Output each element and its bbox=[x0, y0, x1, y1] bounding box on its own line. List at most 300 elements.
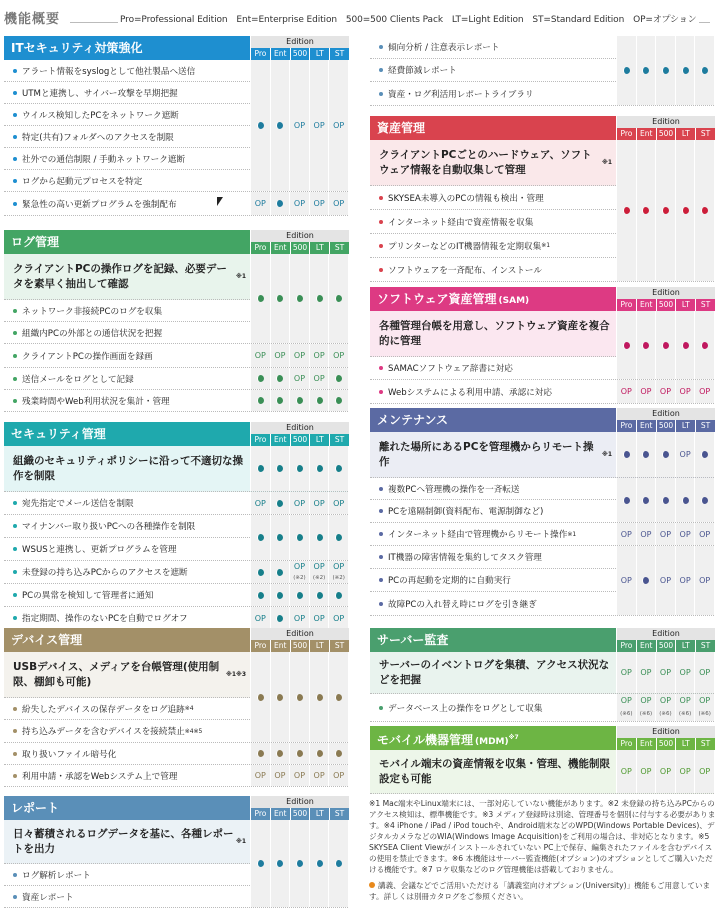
item-sup: ※4 bbox=[184, 705, 194, 712]
availability-dot-icon bbox=[335, 592, 342, 599]
edition-col-lt: LT bbox=[675, 640, 695, 652]
lead-text bbox=[4, 652, 250, 697]
availability-op: OP bbox=[293, 771, 306, 780]
availability-st bbox=[694, 523, 714, 545]
availability-op: OP bbox=[333, 351, 345, 360]
bullet-icon bbox=[13, 399, 17, 403]
availability-500 bbox=[655, 432, 675, 477]
availability-op: OP bbox=[620, 696, 632, 706]
edition-header bbox=[250, 36, 348, 60]
edition-col-pro: Pro bbox=[617, 299, 636, 311]
availability-op: OP bbox=[659, 387, 672, 396]
availability-500 bbox=[655, 140, 675, 281]
availability-op: OP bbox=[620, 576, 632, 585]
availability-ent bbox=[270, 344, 290, 367]
availability-op: OP bbox=[254, 771, 266, 780]
availability-op: OP bbox=[640, 668, 652, 677]
section-sam bbox=[370, 287, 714, 404]
bullet-icon bbox=[13, 752, 17, 756]
section-title-tag: (MDM) bbox=[475, 737, 509, 747]
section-title-text: モバイル機器管理 bbox=[377, 733, 474, 747]
availability-op: OP bbox=[699, 668, 711, 677]
availability-pro bbox=[250, 254, 270, 343]
availability-dot-icon bbox=[682, 67, 689, 74]
section-rep bbox=[4, 796, 348, 908]
list-item-text bbox=[4, 561, 250, 583]
availability-dot-icon bbox=[335, 375, 342, 382]
list-item-label: 緊急性の高い更新プログラムを強制配布 bbox=[22, 199, 177, 210]
edition-col-500: 500 bbox=[656, 640, 676, 652]
bullet-icon bbox=[13, 179, 17, 183]
list-item-text bbox=[370, 36, 616, 58]
list-item-text bbox=[370, 523, 616, 545]
availability-dot-icon bbox=[701, 207, 708, 214]
list-item-text bbox=[4, 148, 250, 169]
availability-dot-icon bbox=[642, 451, 649, 458]
availability-dot-icon bbox=[662, 67, 669, 74]
availability-cells bbox=[250, 561, 348, 583]
availability-dot-icon bbox=[257, 694, 264, 701]
bullet-icon bbox=[379, 268, 383, 272]
availability-lt bbox=[309, 368, 329, 389]
availability-dot-icon bbox=[276, 860, 283, 867]
section-title-mnt bbox=[370, 408, 616, 432]
availability-dot-icon bbox=[276, 615, 283, 622]
availability-op: OP bbox=[293, 121, 306, 130]
lead-text bbox=[370, 750, 616, 793]
availability-dot-icon bbox=[682, 342, 689, 349]
availability-dot-icon bbox=[296, 465, 303, 472]
edition-col-lt: LT bbox=[309, 434, 329, 446]
availability-500 bbox=[289, 446, 309, 491]
university-note-text: 講義、会議などでご活用いただける「講義室向けオプション(University)」機能もご用意しています。詳しくは別冊カタログをご参照ください。 bbox=[369, 881, 711, 901]
availability-dot-icon bbox=[335, 465, 342, 472]
edition-col-ent: Ent bbox=[636, 738, 656, 750]
section-srv bbox=[370, 628, 714, 722]
bullet-icon bbox=[379, 220, 383, 224]
availability-pro bbox=[616, 694, 636, 721]
availability-op: OP bbox=[679, 576, 691, 585]
edition-header bbox=[250, 230, 348, 254]
availability-op: OP bbox=[313, 199, 325, 208]
edition-col-ent: Ent bbox=[636, 128, 656, 140]
availability-dot-icon bbox=[276, 122, 283, 129]
availability-op: OP bbox=[620, 387, 632, 396]
availability-op: OP bbox=[333, 199, 345, 208]
availability-500 bbox=[289, 60, 309, 191]
edition-header bbox=[616, 116, 714, 140]
availability-op: OP bbox=[313, 562, 325, 571]
section-title-sup: ※7 bbox=[508, 734, 519, 741]
availability-500 bbox=[289, 390, 309, 411]
availability-st bbox=[328, 344, 348, 367]
edition-col-pro: Pro bbox=[251, 808, 270, 820]
availability-dot-icon bbox=[662, 451, 669, 458]
availability-st bbox=[328, 192, 348, 215]
edition-col-st: ST bbox=[329, 640, 349, 652]
availability-dot-icon bbox=[276, 592, 283, 599]
availability-500 bbox=[289, 584, 309, 606]
lead-text bbox=[370, 140, 616, 185]
item-sup: ※1 bbox=[541, 242, 551, 249]
availability-st bbox=[328, 652, 348, 742]
availability-cells bbox=[250, 820, 348, 907]
list-item-label: PCを遠隔制御(資料配布、電源制御など) bbox=[388, 507, 544, 517]
availability-op: OP bbox=[333, 613, 345, 623]
availability-cells bbox=[616, 432, 714, 477]
list-item-label: ソフトウェアを一斉配布、インストール bbox=[388, 265, 542, 276]
bullet-icon bbox=[13, 524, 17, 528]
availability-500 bbox=[655, 478, 675, 522]
list-item-text bbox=[370, 59, 616, 81]
section-title-dev bbox=[4, 628, 250, 652]
edition-col-lt: LT bbox=[309, 242, 329, 254]
section-title-text: ソフトウェア資産管理 bbox=[377, 292, 497, 306]
bullet-icon bbox=[379, 706, 383, 710]
list-item-text bbox=[4, 538, 250, 560]
edition-columns bbox=[617, 128, 715, 140]
availability-pro bbox=[250, 765, 270, 786]
availability-op: OP bbox=[679, 767, 691, 776]
edition-col-500: 500 bbox=[290, 808, 310, 820]
availability-dot-icon bbox=[257, 397, 264, 404]
availability-500 bbox=[289, 743, 309, 764]
availability-note: (※6) bbox=[620, 711, 633, 718]
availability-pro bbox=[616, 546, 636, 615]
availability-pro bbox=[250, 820, 270, 907]
availability-op: OP bbox=[679, 387, 691, 396]
list-item-text bbox=[4, 192, 250, 215]
availability-op: OP bbox=[679, 668, 691, 677]
availability-dot-icon bbox=[316, 860, 323, 867]
list-item-label: IT機器の障害情報を集約してタスク管理 bbox=[388, 553, 542, 563]
edition-col-pro: Pro bbox=[617, 420, 636, 432]
bullet-icon bbox=[13, 202, 17, 206]
availability-lt bbox=[309, 60, 329, 191]
availability-pro bbox=[250, 492, 270, 514]
availability-500 bbox=[655, 652, 675, 693]
availability-cells bbox=[616, 546, 714, 615]
edition-col-lt: LT bbox=[309, 48, 329, 60]
availability-lt bbox=[309, 446, 329, 491]
list-item-label: インターネット経由で管理機からリモート操作 bbox=[388, 530, 568, 540]
bullet-icon bbox=[13, 309, 17, 313]
list-item-label: 傾向分析 / 注意表示レポート bbox=[388, 43, 500, 53]
availability-500 bbox=[289, 344, 309, 367]
availability-op: OP bbox=[313, 613, 325, 623]
edition-col-500: 500 bbox=[290, 48, 310, 60]
availability-dot-icon bbox=[335, 750, 342, 757]
availability-op: OP bbox=[293, 498, 306, 508]
availability-dot-icon bbox=[257, 295, 264, 302]
availability-st bbox=[694, 546, 714, 615]
edition-col-lt: LT bbox=[675, 420, 695, 432]
availability-dot-icon bbox=[276, 534, 283, 541]
list-item-label: データベース上の操作をログとして収集 bbox=[388, 703, 543, 714]
edition-col-lt: LT bbox=[675, 299, 695, 311]
bullet-icon bbox=[379, 366, 383, 370]
availability-dot-icon bbox=[335, 860, 342, 867]
list-item-text bbox=[370, 500, 616, 522]
availability-pro bbox=[616, 140, 636, 281]
availability-op: OP bbox=[254, 199, 266, 208]
edition-header bbox=[250, 796, 348, 820]
availability-500 bbox=[289, 515, 309, 560]
list-item-label: 資産・ログ利活用レポートライブラリ bbox=[388, 89, 534, 100]
availability-500 bbox=[655, 750, 675, 793]
section-rep2 bbox=[370, 36, 714, 106]
availability-dot-icon bbox=[296, 534, 303, 541]
availability-op: OP bbox=[293, 613, 306, 623]
availability-500 bbox=[289, 368, 309, 389]
bullet-icon bbox=[379, 92, 383, 96]
availability-ent bbox=[270, 561, 290, 583]
availability-ent bbox=[636, 311, 656, 379]
availability-op: OP bbox=[640, 767, 652, 776]
availability-pro bbox=[250, 607, 270, 629]
availability-ent bbox=[270, 254, 290, 343]
list-item-text bbox=[370, 380, 616, 403]
bullet-icon bbox=[13, 69, 17, 73]
availability-pro bbox=[616, 432, 636, 477]
bullet-icon bbox=[13, 895, 17, 899]
bullet-icon bbox=[13, 354, 17, 358]
availability-op: OP bbox=[313, 374, 325, 383]
availability-dot-icon bbox=[276, 500, 283, 507]
edition-col-pro: Pro bbox=[617, 738, 636, 750]
lead-text-content: 組織のセキュリティポリシーに沿って不適切な操作を制限 bbox=[13, 454, 243, 482]
availability-dot-icon bbox=[316, 465, 323, 472]
list-item-label: SAMACソフトウェア辞書に対応 bbox=[388, 364, 513, 374]
availability-cells bbox=[250, 492, 348, 514]
availability-dot-icon bbox=[642, 577, 649, 584]
availability-dot-icon bbox=[276, 569, 283, 576]
availability-pro bbox=[250, 390, 270, 411]
availability-lt bbox=[675, 652, 695, 693]
edition-col-st: ST bbox=[695, 128, 715, 140]
availability-dot-icon bbox=[257, 750, 264, 757]
list-item-text bbox=[370, 357, 616, 379]
availability-op: OP bbox=[659, 696, 672, 706]
availability-op: OP bbox=[333, 121, 345, 130]
edition-col-st: ST bbox=[329, 808, 349, 820]
availability-dot-icon bbox=[296, 592, 303, 599]
edition-header bbox=[616, 726, 714, 750]
availability-op: OP bbox=[659, 529, 672, 539]
availability-lt bbox=[309, 743, 329, 764]
availability-pro bbox=[250, 584, 270, 606]
lead-text-content: モバイル端末の資産情報を収集・管理、機能制限設定も可能 bbox=[379, 757, 610, 785]
availability-ent bbox=[636, 432, 656, 477]
edition-col-st: ST bbox=[695, 299, 715, 311]
availability-lt bbox=[309, 492, 329, 514]
edition-columns bbox=[617, 738, 715, 750]
availability-dot-icon bbox=[316, 397, 323, 404]
edition-columns bbox=[617, 640, 715, 652]
list-item-text bbox=[4, 765, 250, 786]
bullet-icon bbox=[13, 113, 17, 117]
list-item-text bbox=[370, 546, 616, 568]
availability-op: OP bbox=[699, 576, 711, 585]
availability-op: OP bbox=[640, 696, 652, 706]
availability-dot-icon bbox=[642, 67, 649, 74]
lead-text-content: サーバーのイベントログを集積、アクセス状況などを把握 bbox=[379, 658, 610, 686]
edition-col-st: ST bbox=[329, 48, 349, 60]
bullet-icon bbox=[13, 570, 17, 574]
availability-cells bbox=[250, 368, 348, 389]
list-item-label: インターネット経由で資産情報を収集 bbox=[388, 217, 534, 228]
section-sec bbox=[4, 422, 348, 630]
availability-pro bbox=[250, 652, 270, 742]
availability-dot-icon bbox=[257, 122, 264, 129]
section-title-sec bbox=[4, 422, 250, 446]
availability-ent bbox=[270, 368, 290, 389]
edition-col-pro: Pro bbox=[251, 242, 270, 254]
availability-note: (※2) bbox=[312, 574, 326, 581]
availability-cells bbox=[250, 652, 348, 742]
list-item-label: SKYSEA未導入のPCの情報も検出・管理 bbox=[388, 193, 544, 204]
section-title-mdm bbox=[370, 726, 616, 750]
list-item-text bbox=[4, 390, 250, 411]
list-item-label: 故障PCの入れ替え時にログを引き継ぎ bbox=[388, 599, 537, 610]
availability-dot-icon bbox=[276, 200, 283, 207]
availability-dot-icon bbox=[296, 295, 303, 302]
list-item-text bbox=[4, 607, 250, 629]
list-item-label: ウイルス検知したPCをネットワーク遮断 bbox=[22, 110, 179, 121]
availability-note: (※6) bbox=[639, 711, 653, 718]
availability-pro bbox=[250, 60, 270, 191]
edition-col-st: ST bbox=[329, 434, 349, 446]
availability-st bbox=[328, 390, 348, 411]
availability-dot-icon bbox=[335, 534, 342, 541]
list-item-text bbox=[370, 478, 616, 499]
section-title-text: 資産管理 bbox=[377, 121, 426, 135]
availability-op: OP bbox=[254, 613, 266, 623]
list-item-label: 取り扱いファイル暗号化 bbox=[22, 749, 117, 760]
list-item-label: 紛失したデバイスの保存データをログ追跡 bbox=[22, 704, 185, 715]
edition-col-ent: Ent bbox=[636, 420, 656, 432]
availability-cells bbox=[616, 380, 714, 403]
edition-label: Edition bbox=[251, 796, 349, 808]
edition-columns bbox=[251, 434, 349, 446]
bullet-icon bbox=[379, 45, 383, 49]
lead-sup: ※1 bbox=[601, 159, 612, 166]
availability-500 bbox=[289, 765, 309, 786]
availability-ent bbox=[270, 607, 290, 629]
availability-cells bbox=[616, 478, 714, 522]
availability-500 bbox=[655, 523, 675, 545]
availability-op: OP bbox=[679, 450, 691, 459]
section-log bbox=[4, 230, 348, 412]
edition-col-500: 500 bbox=[656, 738, 676, 750]
bullet-icon bbox=[13, 135, 17, 139]
edition-col-ent: Ent bbox=[636, 299, 656, 311]
bullet-icon bbox=[13, 501, 17, 505]
availability-lt bbox=[309, 820, 329, 907]
section-title-log bbox=[4, 230, 250, 254]
availability-dot-icon bbox=[276, 397, 283, 404]
availability-dot-icon bbox=[701, 451, 708, 458]
item-sup: ※4※5 bbox=[184, 727, 203, 735]
edition-label: Edition bbox=[617, 408, 715, 420]
lead-sup: ※1※3 bbox=[225, 671, 246, 678]
section-asset bbox=[370, 116, 714, 282]
lead-text-content: クライアントPCごとのハードウェア、ソフトウェア情報を自動収集して管理 bbox=[379, 148, 592, 176]
list-item-text bbox=[4, 126, 250, 147]
edition-col-ent: Ent bbox=[270, 242, 290, 254]
availability-500 bbox=[289, 820, 309, 907]
availability-st bbox=[328, 492, 348, 514]
list-item-text bbox=[4, 170, 250, 191]
availability-ent bbox=[636, 546, 656, 615]
edition-col-pro: Pro bbox=[251, 434, 270, 446]
availability-cells bbox=[250, 743, 348, 764]
edition-col-ent: Ent bbox=[270, 48, 290, 60]
availability-ent bbox=[636, 523, 656, 545]
lead-text-content: 各種管理台帳を用意し、ソフトウェア資産を複合的に管理 bbox=[379, 319, 610, 347]
availability-dot-icon bbox=[316, 534, 323, 541]
availability-cells bbox=[250, 765, 348, 786]
availability-cells bbox=[250, 584, 348, 606]
bullet-icon bbox=[379, 509, 383, 513]
availability-op: OP bbox=[313, 121, 325, 130]
list-item-label: ログ解析レポート bbox=[22, 870, 91, 881]
lead-text bbox=[4, 446, 250, 491]
availability-ent bbox=[270, 584, 290, 606]
section-title-text: メンテナンス bbox=[377, 413, 449, 427]
edition-columns bbox=[251, 48, 349, 60]
availability-ent bbox=[270, 652, 290, 742]
availability-pro bbox=[250, 515, 270, 560]
availability-op: OP bbox=[313, 351, 325, 360]
edition-col-ent: Ent bbox=[270, 434, 290, 446]
availability-st bbox=[328, 561, 348, 583]
availability-st bbox=[328, 254, 348, 343]
availability-dot-icon bbox=[662, 342, 669, 349]
availability-op: OP bbox=[640, 387, 652, 396]
availability-cells bbox=[250, 60, 348, 191]
edition-label: Edition bbox=[251, 422, 349, 434]
availability-cells bbox=[250, 344, 348, 367]
edition-columns bbox=[617, 299, 715, 311]
availability-cells bbox=[250, 390, 348, 411]
availability-op: OP bbox=[254, 498, 266, 508]
availability-cells bbox=[250, 254, 348, 343]
list-item-text bbox=[370, 210, 616, 233]
availability-cells bbox=[616, 652, 714, 693]
bullet-icon bbox=[13, 774, 17, 778]
list-item-text bbox=[4, 60, 250, 81]
availability-dot-icon bbox=[701, 67, 708, 74]
availability-dot-icon bbox=[642, 497, 649, 504]
lead-text-content: 離れた場所にあるPCを管理機からリモート操作 bbox=[379, 440, 594, 468]
list-item-text bbox=[4, 368, 250, 389]
lead-text bbox=[4, 820, 250, 863]
list-item-text bbox=[4, 698, 250, 719]
list-item-label: 宛先指定でメール送信を制限 bbox=[22, 499, 134, 509]
availability-ent bbox=[636, 478, 656, 522]
list-item-text bbox=[370, 258, 616, 281]
edition-col-pro: Pro bbox=[617, 640, 636, 652]
edition-col-lt: LT bbox=[675, 738, 695, 750]
availability-st bbox=[694, 478, 714, 522]
list-item-text bbox=[370, 569, 616, 591]
availability-dot-icon bbox=[276, 694, 283, 701]
availability-pro bbox=[616, 311, 636, 379]
section-title-text: ログ管理 bbox=[11, 235, 60, 249]
bullet-icon bbox=[13, 707, 17, 711]
availability-dot-icon bbox=[257, 569, 264, 576]
